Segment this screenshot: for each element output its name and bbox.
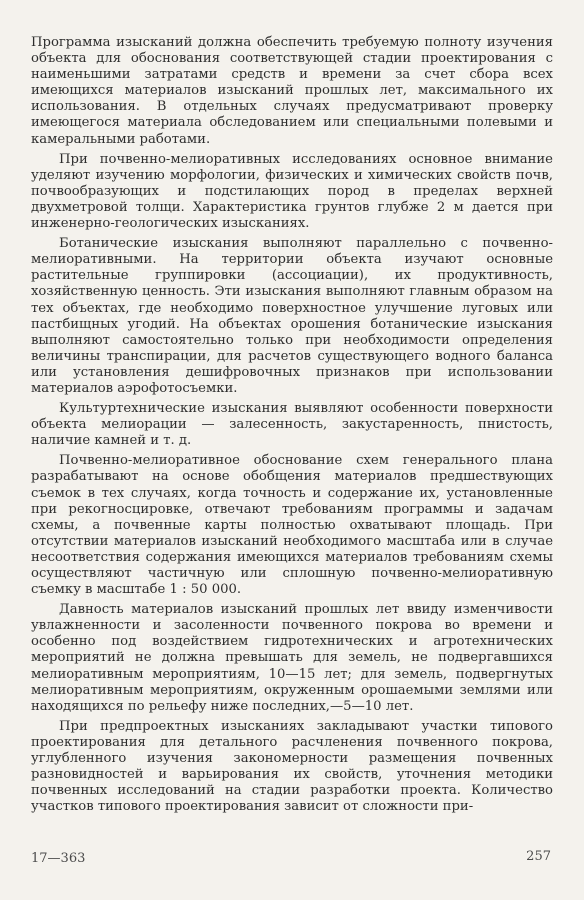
paragraph-7: При предпроектных изысканиях закладывают участки типового проектирования для детального расчленения почвенного покрова, углубленного изучения закономерности размещения почвенных разновидностей и варьирования их свойств, уточнения методики почвенных исследований на стадии разработки проекта. Количество участков типового проектирования зависит от сложности при- (31, 718, 553, 815)
page-number: 257 (526, 849, 551, 864)
paragraph-5: Почвенно-мелиоративное обоснование схем генерального плана разрабатывают на основе обобщения материалов предшествующих съемок в тех случаях, когда точность и содержание их, установленные при рекогносцировке, отвечают требованиям программы и задачам схемы, а почвенные карты полностью охватывают площадь. При отсутствии материалов изысканий необходимого масштаба или в случае несоответствия содержания имеющихся материалов требованиям схемы осуществляют частичную или сплошную почвенно-мелиоративную съемку в масштабе 1 : 50 000. (31, 453, 553, 598)
paragraph-3: Ботанические изыскания выполняют параллельно с почвенно-мелиоративными. На территории объекта изучают основные растительные группировки (ассоциации), их продуктивность, хозяйственную ценность. Эти изыскания выполняют главным образом на тех объектах, где необходимо поверхностное улучшение луговых или пастбищных угодий. На объектах орошения ботанические изыскания выполняют самостоятельно только при необходимости определения величины транспирации, для расчетов существующего водного баланса или установления дешифровочных признаков при использовании материалов аэрофотосъемки. (31, 236, 553, 396)
paragraph-6: Давность материалов изысканий прошлых лет ввиду изменчивости увлажненности и засоленности почвенного покрова во времени и особенно под воздействием гидротехнических и агротехнических мероприятий не должна превышать для земель, не подвергавшихся мелиоративным мероприятиям, 10—15 лет; для земель, подвергнутых мелиоративным мероприятиям, окруженным орошаемыми землями или находящихся по рельефу ниже последних,—5—10 лет. (31, 602, 553, 714)
signature-mark: 17—363 (31, 851, 86, 866)
paragraph-2: При почвенно-мелиоративных исследованиях основное внимание уделяют изучению морфологии, физических и химических свойств почв, почвообразующих и подстилающих пород в пределах верхней двухметровой толщи. Характеристика грунтов глубже 2 м дается при инженерно-геологических изысканиях. (31, 151, 553, 232)
paragraph-4: Культуртехнические изыскания выявляют особенности поверхности объекта мелиорации — залесенность, закустаренность, пнистость, наличие камней и т. д. (31, 401, 553, 449)
main-text (31, 35, 553, 819)
paragraph-1: Программа изысканий должна обеспечить требуемую полноту изучения объекта для обоснования соответствующей стадии проектирования с наименьшими затратами средств и времени за счет сбора всех имеющихся материалов изысканий прошлых лет, максимального их использования. В отдельных случаях предусматривают проверку имеющегося материала обследованием или специальными полевыми и камеральными работами. (31, 35, 553, 147)
